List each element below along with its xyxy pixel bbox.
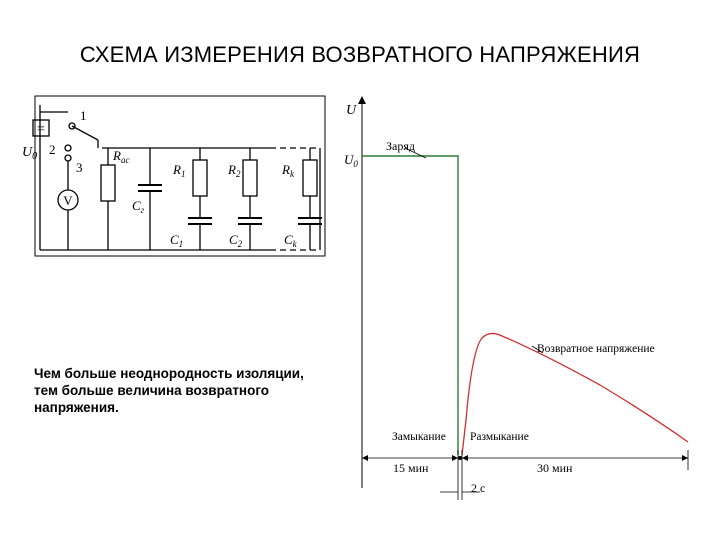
short-label: Замыкание xyxy=(392,431,446,443)
switch-contact-2 xyxy=(65,145,71,151)
source-symbol-label: = xyxy=(37,122,45,137)
switch-label-2: 2 xyxy=(49,142,56,157)
resistor-rk xyxy=(303,160,317,196)
source-label: $U_0$ xyxy=(22,145,38,162)
u0-label: $U_0$ xyxy=(344,152,358,169)
label-r1: $R_1$ xyxy=(173,162,186,179)
resistor-r-ac xyxy=(101,165,115,201)
return-voltage-label: Возвратное напряжение xyxy=(537,343,655,355)
page-title: СХЕМА ИЗМЕРЕНИЯ ВОЗВРАТНОГО НАПРЯЖЕНИЯ xyxy=(79,42,641,67)
caption-line-1: Чем больше неоднородность изоляции, xyxy=(34,366,304,381)
voltmeter-label: V xyxy=(63,193,73,208)
resistor-r1 xyxy=(193,160,207,196)
y-axis-label: U xyxy=(346,103,357,118)
label-c-g: $C_г$ xyxy=(132,198,145,215)
switch-lever xyxy=(72,126,98,140)
charge-curve xyxy=(362,156,458,455)
label-c2: $C_2$ xyxy=(229,232,243,249)
charge-label: Заряд xyxy=(386,139,415,153)
switch-label-3: 3 xyxy=(76,160,83,175)
interval-15min-label: 15 мин xyxy=(393,461,429,475)
label-ck: $C_k$ xyxy=(284,232,297,249)
caption-line-2: тем больше величина возвратного xyxy=(34,383,270,398)
caption-line-3: напряжения. xyxy=(34,400,119,415)
switch-label-1: 1 xyxy=(80,108,87,123)
resistor-r2 xyxy=(243,160,257,196)
interval-2s-label: 2 с xyxy=(471,481,486,495)
label-r2: $R_2$ xyxy=(228,162,241,179)
label-rk: $R_k$ xyxy=(282,162,294,179)
interval-30min-label: 30 мин xyxy=(537,461,573,475)
switch-contact-3 xyxy=(65,155,71,161)
open-label: Размыкание xyxy=(470,431,529,443)
label-r-ac: $R_{ас}$ xyxy=(113,148,130,165)
label-c1: $C_1$ xyxy=(170,232,184,249)
